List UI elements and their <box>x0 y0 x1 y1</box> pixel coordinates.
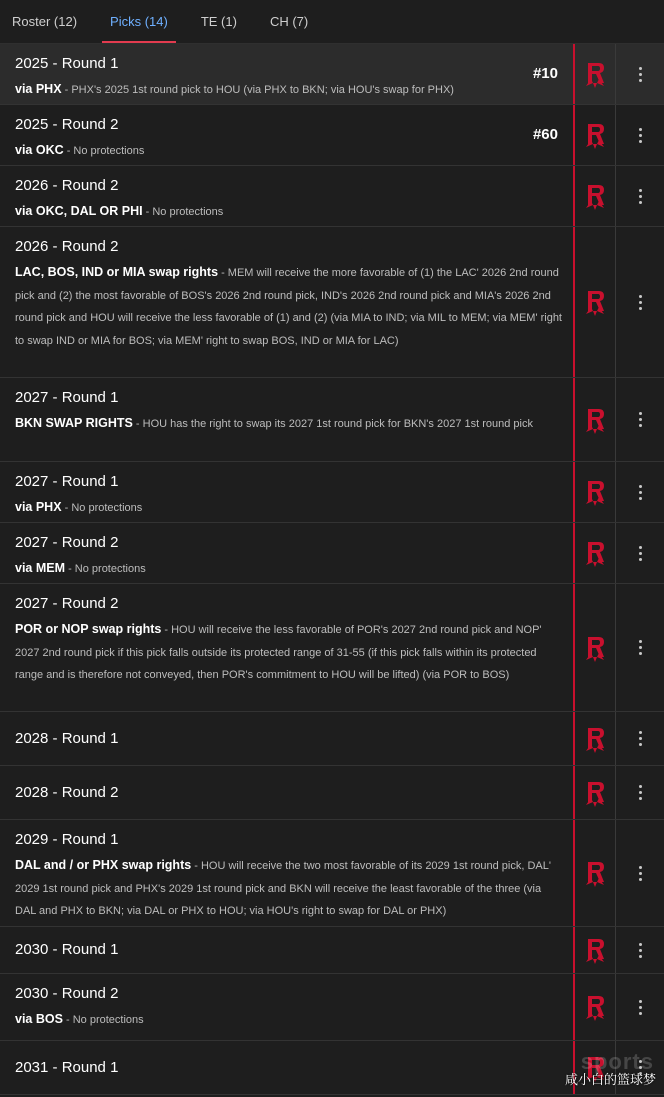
rockets-logo-icon <box>582 858 608 888</box>
pick-title: 2027 - Round 2 <box>15 534 119 551</box>
tab-roster[interactable]: Roster (12) <box>12 14 78 29</box>
team-logo-cell <box>573 523 616 583</box>
team-logo-cell <box>573 105 616 165</box>
rockets-logo-icon <box>582 724 608 754</box>
pick-via: via MEM <box>15 561 66 575</box>
kebab-menu-icon <box>639 943 642 958</box>
pick-via: POR or NOP swap rights <box>15 622 162 636</box>
pick-info <box>0 227 573 377</box>
pick-description <box>15 557 573 581</box>
pick-info <box>0 44 573 104</box>
pick-info <box>0 766 573 819</box>
pick-via: via BOS <box>15 1012 63 1026</box>
team-logo-cell <box>573 166 616 226</box>
rockets-logo-icon <box>582 778 608 808</box>
rockets-logo-icon <box>582 935 608 965</box>
pick-detail: - No protections <box>62 1014 144 1026</box>
kebab-menu-icon <box>639 785 642 800</box>
more-options-button[interactable] <box>616 927 664 973</box>
pick-title: 2027 - Round 1 <box>15 473 119 490</box>
pick-title: 2026 - Round 2 <box>15 238 119 255</box>
rockets-logo-icon <box>582 405 608 435</box>
pick-title: 2030 - Round 2 <box>15 985 119 1002</box>
pick-detail: - HOU will receive the two most favorable of its 2029 1st round pick, DAL' 2029 1st round pick and PHX's 2029 1st round pick and BKN will receive the least favorable of the three (via DAL and PHX to BKN; via DAL or PHX to HOU; via HOU's right to swap for DAL or PHX) <box>15 860 551 917</box>
pick-description <box>15 200 573 224</box>
pick-detail: - No protections <box>142 206 224 218</box>
pick-info <box>0 927 573 973</box>
kebab-menu-icon <box>639 128 642 143</box>
more-options-button[interactable] <box>616 766 664 819</box>
pick-info <box>0 584 573 711</box>
pick-title: 2031 - Round 1 <box>15 1058 119 1076</box>
pick-info <box>0 105 573 165</box>
pick-row[interactable] <box>0 820 664 927</box>
more-options-button[interactable] <box>616 712 664 765</box>
pick-via: LAC, BOS, IND or MIA swap rights <box>15 265 219 279</box>
pick-title: 2027 - Round 1 <box>15 389 119 406</box>
pick-title: 2027 - Round 2 <box>15 595 119 612</box>
kebab-menu-icon <box>639 546 642 561</box>
pick-info <box>0 712 573 765</box>
pick-title: 2029 - Round 1 <box>15 831 119 848</box>
pick-info <box>0 974 573 1040</box>
pick-row[interactable] <box>0 378 664 462</box>
pick-title: 2026 - Round 2 <box>15 177 119 194</box>
more-options-button[interactable] <box>616 974 664 1040</box>
more-options-button[interactable] <box>616 584 664 711</box>
rockets-logo-icon <box>582 992 608 1022</box>
rockets-logo-icon <box>582 120 608 150</box>
pick-description <box>15 139 573 163</box>
pick-via: via PHX <box>15 500 62 514</box>
pick-via: via PHX <box>15 82 62 96</box>
pick-description <box>15 854 573 923</box>
rockets-logo-icon <box>582 287 608 317</box>
pick-row[interactable] <box>0 927 664 974</box>
pick-row[interactable] <box>0 766 664 820</box>
pick-row[interactable] <box>0 166 664 227</box>
pick-info <box>0 1041 573 1094</box>
pick-detail: - MEM will receive the more favorable of (1) the LAC' 2026 2nd round pick and (2) the most favorable of BOS's 2026 2nd round pick, IND's 2026 2nd round pick and MIA's 2026 2nd round pick and HOU will receive the less favorable of (1) and (2) (via MIA to IND; via MIL to MEM; via MEM' right to swap IND or MIA for BOS; via MEM' right to swap BOS, IND or MIA for LAC) <box>15 267 562 347</box>
pick-via: via OKC <box>15 143 64 157</box>
team-logo-cell <box>573 927 616 973</box>
team-logo-cell <box>573 378 616 461</box>
pick-title: 2028 - Round 1 <box>15 729 119 747</box>
more-options-button[interactable] <box>616 462 664 522</box>
tab-te[interactable]: TE (1) <box>200 14 237 29</box>
pick-info <box>0 378 573 461</box>
pick-row[interactable] <box>0 523 664 584</box>
kebab-menu-icon <box>639 866 642 881</box>
team-logo-cell <box>573 712 616 765</box>
kebab-menu-icon <box>639 189 642 204</box>
pick-title: 2025 - Round 1 <box>15 55 119 72</box>
pick-row[interactable] <box>0 712 664 766</box>
pick-row[interactable] <box>0 44 664 105</box>
tab-bar <box>0 0 664 44</box>
team-logo-cell <box>573 227 616 377</box>
team-logo-cell <box>573 462 616 522</box>
kebab-menu-icon <box>639 640 642 655</box>
more-options-button[interactable] <box>616 105 664 165</box>
team-logo-cell <box>573 766 616 819</box>
rockets-logo-icon <box>582 181 608 211</box>
watermark-brand: sports <box>580 1049 654 1074</box>
kebab-menu-icon <box>639 295 642 310</box>
pick-description <box>15 496 573 520</box>
pick-row[interactable] <box>0 105 664 166</box>
rockets-logo-icon <box>582 59 608 89</box>
more-options-button[interactable] <box>616 166 664 226</box>
more-options-button[interactable] <box>616 227 664 377</box>
kebab-menu-icon <box>639 1000 642 1015</box>
team-logo-cell <box>573 974 616 1040</box>
pick-detail: - No protections <box>63 145 145 157</box>
pick-detail: - No protections <box>65 563 146 575</box>
pick-via: DAL and / or PHX swap rights <box>15 858 192 872</box>
pick-via: via OKC, DAL OR PHI <box>15 204 143 218</box>
team-logo-cell <box>573 820 616 926</box>
tab-picks[interactable]: Picks (14) <box>110 0 168 43</box>
pick-info <box>0 523 573 583</box>
pick-info <box>0 462 573 522</box>
pick-title: 2025 - Round 2 <box>15 116 119 133</box>
more-options-button[interactable] <box>616 378 664 461</box>
pick-detail: - HOU will receive the less favorable of POR's 2027 2nd round pick and NOP' 2027 2nd round pick if this pick falls outside its protected range of 31-55 (if this pick falls within its protected range and is therefore not conveyed, then POR's commitment to HOU will be lifted) (via POR to BOS) <box>15 624 542 681</box>
kebab-menu-icon <box>639 485 642 500</box>
kebab-menu-icon <box>639 731 642 746</box>
rockets-logo-icon <box>582 633 608 663</box>
pick-description <box>15 412 573 436</box>
team-logo-cell <box>573 584 616 711</box>
pick-detail: - No protections <box>61 502 143 514</box>
kebab-menu-icon <box>639 412 642 427</box>
pick-row[interactable] <box>0 462 664 523</box>
pick-description <box>15 1008 573 1032</box>
pick-description <box>15 261 573 352</box>
pick-info <box>0 820 573 926</box>
more-options-button[interactable] <box>616 44 664 104</box>
rockets-logo-icon <box>582 477 608 507</box>
rockets-logo-icon <box>582 538 608 568</box>
tab-ch[interactable]: CH (7) <box>269 14 309 29</box>
more-options-button[interactable] <box>616 523 664 583</box>
watermark-text: 咸小白的篮球梦 <box>564 1072 656 1087</box>
pick-number: #60 <box>532 126 558 143</box>
pick-detail: - HOU has the right to swap its 2027 1st round pick for BKN's 2027 1st round pick <box>132 418 533 430</box>
pick-title: 2028 - Round 2 <box>15 783 119 801</box>
pick-via: BKN SWAP RIGHTS <box>15 416 133 430</box>
pick-detail: - PHX's 2025 1st round pick to HOU (via PHX to BKN; via HOU's swap for PHX) <box>61 84 454 96</box>
team-logo-cell <box>573 44 616 104</box>
picks-list <box>0 44 664 1095</box>
kebab-menu-icon <box>639 67 642 82</box>
pick-row[interactable] <box>0 974 664 1041</box>
pick-info <box>0 166 573 226</box>
pick-description <box>15 618 573 687</box>
pick-title: 2030 - Round 1 <box>15 941 119 958</box>
pick-row[interactable] <box>0 227 664 378</box>
pick-row[interactable] <box>0 584 664 712</box>
more-options-button[interactable] <box>616 820 664 926</box>
pick-description <box>15 78 573 102</box>
pick-number: #10 <box>532 65 558 82</box>
